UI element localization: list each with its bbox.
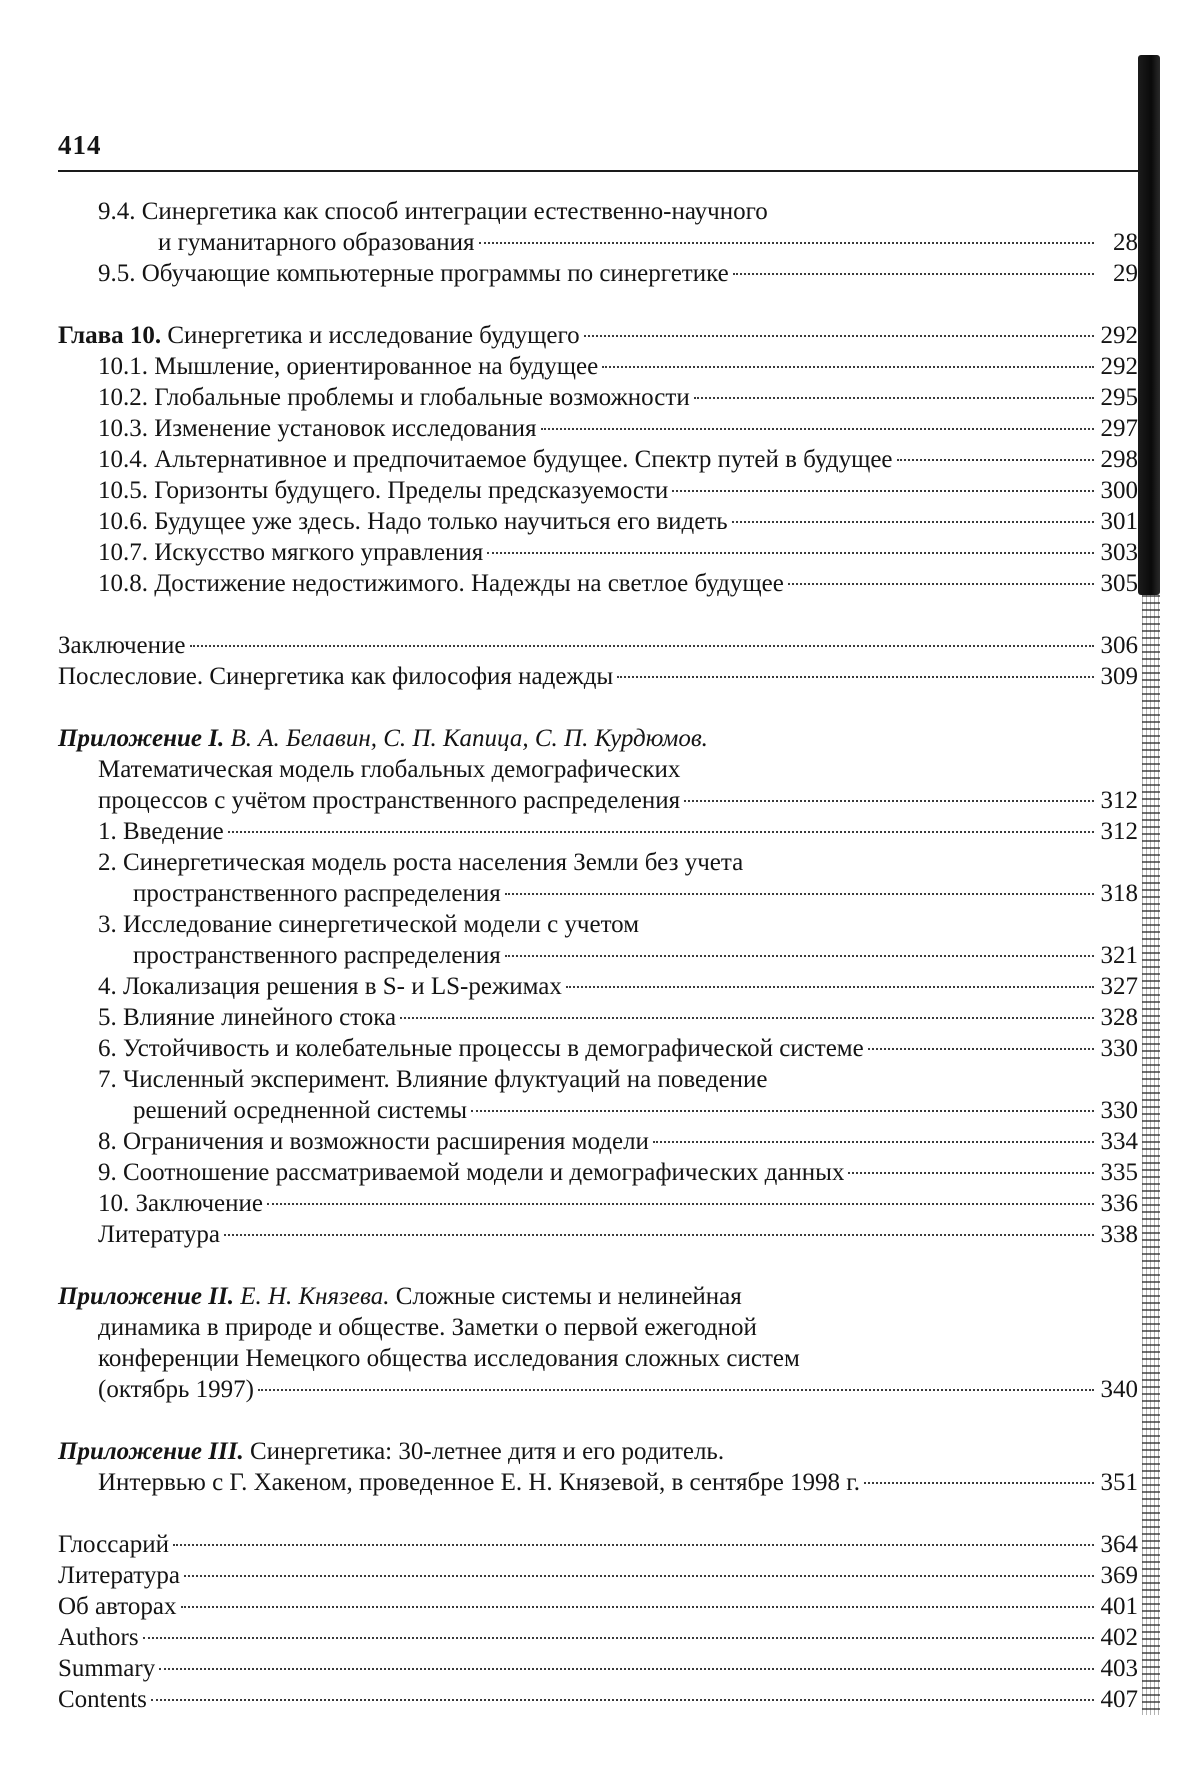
toc-page-number: 402 — [1100, 1624, 1138, 1651]
toc-entry-text: Summary — [58, 1655, 156, 1682]
toc-contents — [58, 1684, 1138, 1715]
toc-entry-text: процессов с учётом пространственного распределения — [98, 787, 681, 814]
toc-page-number: 330 — [1100, 1097, 1138, 1124]
dot-leader — [672, 490, 1094, 492]
toc-entry-text: 5. Влияние линейного стока — [98, 1004, 397, 1031]
toc-appendix-1-title: Математическая модель глобальных демографических — [98, 756, 681, 783]
dot-leader — [848, 1172, 1094, 1174]
toc-entry-text: Contents — [58, 1686, 147, 1713]
dot-leader — [471, 1110, 1094, 1112]
dot-leader — [400, 1017, 1094, 1019]
toc-literature — [58, 1560, 1138, 1591]
dot-leader — [617, 676, 1094, 678]
toc-entry-10-1 — [58, 351, 1138, 382]
dot-leader — [159, 1668, 1094, 1670]
toc-page-number: 334 — [1100, 1128, 1138, 1155]
toc-entry-text: решений осредненной системы — [133, 1097, 468, 1124]
toc-entry-text: Послесловие. Синергетика как философия надежды — [58, 663, 614, 690]
toc-page-number: 300 — [1100, 477, 1138, 504]
toc-page-number: 295 — [1100, 384, 1138, 411]
toc-appendix-1-heading — [58, 723, 1138, 754]
toc-entry-text: Литература — [58, 1562, 180, 1589]
toc-entry-text: 10.6. Будущее уже здесь. Надо только научиться его видеть — [98, 508, 728, 535]
toc-entry-10-2 — [58, 382, 1138, 413]
toc-entry-text: 10.2. Глобальные проблемы и глобальные возможности — [98, 384, 690, 411]
toc-appendix-1-title-cont — [58, 785, 1138, 816]
toc-entry-text: 9. Соотношение рассматриваемой модели и демографических данных — [98, 1159, 845, 1186]
dot-leader — [694, 397, 1094, 399]
dot-leader — [505, 893, 1094, 895]
toc-appendix-1-item-6 — [58, 1033, 1138, 1064]
header-rule — [58, 170, 1138, 172]
toc-page-number: 292 — [1100, 353, 1138, 380]
toc-page-number: 330 — [1100, 1035, 1138, 1062]
toc-appendix-1-literature — [58, 1219, 1138, 1250]
toc-entry-text: 10.3. Изменение установок исследования — [98, 415, 537, 442]
toc-summary — [58, 1653, 1138, 1684]
dot-leader — [184, 1575, 1094, 1577]
dot-leader — [479, 242, 1094, 244]
appendix-label: Приложение II. — [58, 1283, 234, 1310]
toc-appendix-1-item-7-cont — [58, 1095, 1138, 1126]
appendix-title: Сложные системы и нелинейная — [395, 1283, 742, 1310]
toc-appendix-1-item-3-cont — [58, 940, 1138, 971]
toc-appendix-2-title-cont: конференции Немецкого общества исследования сложных систем — [98, 1345, 800, 1372]
toc-page-number: 321 — [1100, 942, 1138, 969]
dot-leader — [653, 1141, 1094, 1143]
chapter-title: Синергетика и исследование будущего — [167, 322, 580, 349]
toc-page-number: 28 — [1113, 229, 1138, 256]
dot-leader — [868, 1048, 1094, 1050]
dot-leader — [151, 1699, 1094, 1701]
toc-page-number: 338 — [1100, 1221, 1138, 1248]
dot-leader — [897, 459, 1094, 461]
toc-entry-text: 9.5. Обучающие компьютерные программы по синергетике — [98, 260, 729, 287]
toc-entry-text: Литература — [98, 1221, 220, 1248]
toc-appendix-2-heading — [58, 1281, 1138, 1312]
dot-leader — [733, 273, 1094, 275]
appendix-title: Синергетика: 30-летнее дитя и его родитель. — [249, 1438, 725, 1465]
toc-entry-text: 10.1. Мышление, ориентированное на будущее — [98, 353, 599, 380]
toc-appendix-3-title — [58, 1467, 1138, 1498]
toc-page-number: 403 — [1100, 1655, 1138, 1682]
toc-page-number: 312 — [1100, 787, 1138, 814]
toc-entry-10-5 — [58, 475, 1138, 506]
dot-leader — [228, 831, 1094, 833]
toc-page-number: 318 — [1100, 880, 1138, 907]
dot-leader — [224, 1234, 1094, 1236]
dot-leader — [584, 335, 1094, 337]
toc-page-number: 327 — [1100, 973, 1138, 1000]
dot-leader — [602, 366, 1094, 368]
toc-page-number: 401 — [1100, 1593, 1138, 1620]
toc-entry-text: 8. Ограничения и возможности расширения модели — [98, 1128, 649, 1155]
toc-about-authors — [58, 1591, 1138, 1622]
toc-page-number: 335 — [1100, 1159, 1138, 1186]
toc-entry-9-4: 9.4. Синергетика как способ интеграции естественно-научного — [98, 198, 768, 225]
toc-entry-text: Заключение — [58, 632, 186, 659]
toc-entry-text: 10.7. Искусство мягкого управления — [98, 539, 484, 566]
toc-page-number: 292 — [1100, 322, 1138, 349]
toc-page-number: 309 — [1100, 663, 1138, 690]
toc-appendix-2-title-end — [58, 1374, 1138, 1405]
toc-entry-text: Authors — [58, 1624, 139, 1651]
table-of-contents — [58, 196, 1138, 1715]
toc-entry-text: 6. Устойчивость и колебательные процессы в демографической системе — [98, 1035, 864, 1062]
dot-leader — [505, 955, 1094, 957]
toc-entry-text: Глоссарий — [58, 1531, 170, 1558]
chapter-label: Глава 10. — [58, 322, 162, 349]
toc-page-number: 298 — [1100, 446, 1138, 473]
toc-entry-text: (октябрь 1997) — [98, 1376, 254, 1403]
dot-leader — [487, 552, 1094, 554]
toc-entry-10-8 — [58, 568, 1138, 599]
dot-leader — [258, 1389, 1094, 1391]
toc-appendix-1-item-7: 7. Численный эксперимент. Влияние флуктуаций на поведение — [98, 1066, 768, 1093]
toc-conclusion — [58, 630, 1138, 661]
toc-entry-10-6 — [58, 506, 1138, 537]
toc-entry-text: Интервью с Г. Хакеном, проведенное Е. Н. Князевой, в сентябре 1998 г. — [98, 1469, 860, 1496]
toc-entry-text: 1. Введение — [98, 818, 224, 845]
toc-page-number: 301 — [1100, 508, 1138, 535]
toc-page-number: 340 — [1100, 1376, 1138, 1403]
dot-leader — [190, 645, 1095, 647]
toc-page-number: 305 — [1100, 570, 1138, 597]
toc-entry-9-5 — [58, 258, 1138, 289]
toc-entry-10-4 — [58, 444, 1138, 475]
toc-appendix-1-item-3: 3. Исследование синергетической модели с учетом — [98, 911, 640, 938]
toc-page-number: 351 — [1100, 1469, 1138, 1496]
binding-speckle — [1142, 595, 1160, 1715]
appendix-label: Приложение I. — [58, 725, 225, 752]
toc-appendix-1-item-2-cont — [58, 878, 1138, 909]
toc-entry-text: и гуманитарного образования — [158, 229, 475, 256]
appendix-authors: В. А. Белавин, С. П. Капица, С. П. Курдюмов. — [230, 725, 708, 752]
toc-entry-text: 10.4. Альтернативное и предпочитаемое будущее. Спектр путей в будущее — [98, 446, 893, 473]
toc-entry-text: пространственного распределения — [133, 942, 501, 969]
toc-page-number: 369 — [1100, 1562, 1138, 1589]
toc-entry-text: пространственного распределения — [133, 880, 501, 907]
dot-leader — [732, 521, 1094, 523]
toc-page-number: 364 — [1100, 1531, 1138, 1558]
toc-entry-text: 10.8. Достижение недостижимого. Надежды на светлое будущее — [98, 570, 784, 597]
appendix-label: Приложение III. — [58, 1438, 244, 1465]
page-number: 414 — [58, 130, 102, 160]
toc-appendix-1-item-4 — [58, 971, 1138, 1002]
toc-appendix-3-heading — [58, 1436, 1138, 1467]
dot-leader — [541, 428, 1094, 430]
toc-entry-text: 10.5. Горизонты будущего. Пределы предсказуемости — [98, 477, 669, 504]
toc-entry-10-3 — [58, 413, 1138, 444]
toc-glossary — [58, 1529, 1138, 1560]
toc-appendix-1-item-2: 2. Синергетическая модель роста населения Земли без учета — [98, 849, 744, 876]
toc-entry-text: 10. Заключение — [98, 1190, 263, 1217]
appendix-authors: Е. Н. Князева. — [240, 1283, 390, 1310]
toc-entry-text — [58, 320, 580, 351]
dot-leader — [788, 583, 1094, 585]
toc-page-number: 407 — [1100, 1686, 1138, 1713]
toc-page-number: 336 — [1100, 1190, 1138, 1217]
toc-appendix-1-item-5 — [58, 1002, 1138, 1033]
toc-appendix-1-item-8 — [58, 1126, 1138, 1157]
dot-leader — [684, 800, 1094, 802]
toc-appendix-1-item-1 — [58, 816, 1138, 847]
dot-leader — [181, 1606, 1095, 1608]
toc-page-number: 306 — [1100, 632, 1138, 659]
toc-authors — [58, 1622, 1138, 1653]
binding-edge-shadow — [1132, 55, 1200, 1788]
toc-afterword — [58, 661, 1138, 692]
toc-entry-text: Об авторах — [58, 1593, 177, 1620]
toc-page-number: 29 — [1113, 260, 1138, 287]
toc-appendix-2-title: динамика в природе и обществе. Заметки о первой ежегодной — [98, 1314, 757, 1341]
dot-leader — [864, 1482, 1094, 1484]
toc-entry-10-7 — [58, 537, 1138, 568]
toc-chapter-10 — [58, 320, 1138, 351]
toc-entry-text: 4. Локализация решения в S- и LS-режимах — [98, 973, 562, 1000]
toc-page-number: 328 — [1100, 1004, 1138, 1031]
toc-appendix-1-item-10 — [58, 1188, 1138, 1219]
dot-leader — [566, 986, 1094, 988]
toc-page-number: 297 — [1100, 415, 1138, 442]
toc-entry-9-4-cont — [58, 227, 1138, 258]
dot-leader — [143, 1637, 1094, 1639]
toc-appendix-1-item-9 — [58, 1157, 1138, 1188]
dot-leader — [173, 1544, 1094, 1546]
toc-page-number: 312 — [1100, 818, 1138, 845]
toc-page-number: 303 — [1100, 539, 1138, 566]
binding-dark-band — [1138, 55, 1160, 595]
dot-leader — [267, 1203, 1094, 1205]
